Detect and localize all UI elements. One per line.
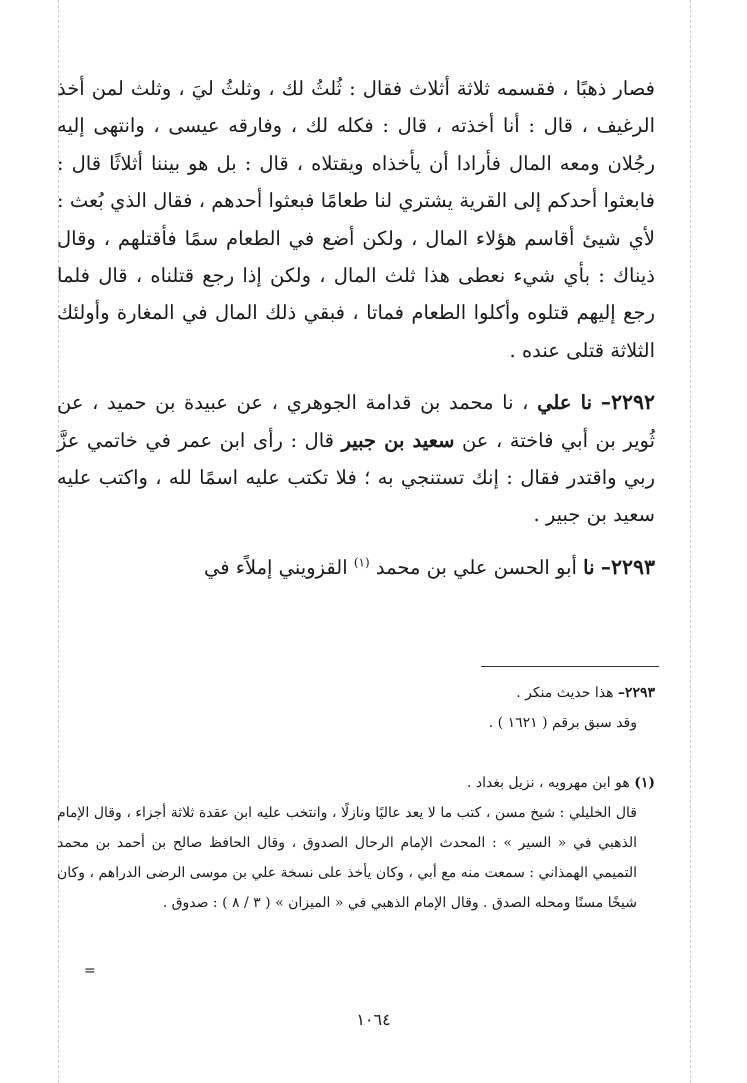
continuation-mark: = <box>84 963 96 979</box>
footnote-text: شيخًا مسنًا ومحله الصدق . وقال الإمام الذهبي في « الميزان » ( ٣ / ٨ ) : <box>212 895 637 911</box>
text-line: حميد ، عن ثُوير بن أبي فاختة ، عن <box>57 391 656 452</box>
main-text <box>57 70 655 586</box>
footnote-number: (١) <box>634 775 655 791</box>
text-line: عيسى ، وانتهى إليه رجُلان ومعه المال فأرادا أن يأخذاه ويقتلاه ، قال : <box>57 114 655 175</box>
hadith-number: ٢٢٩٢– <box>600 390 655 415</box>
hadith-2292 <box>57 384 655 534</box>
text-line: قال : رأى ابن <box>219 428 334 452</box>
narrator-first: نا علي <box>537 391 593 415</box>
text-line: فصار ذهبًا ، فقسمه ثلاثة أثلاث فقال : ثُلثُ لك ، وثلثُ ليَ ، <box>178 77 655 100</box>
text-line: وأكلوا الطعام فماتا ، فبقي ذلك المال في المغارة وأولئك الثلاثة قتلى <box>57 301 655 362</box>
hadith-2293 <box>57 549 655 586</box>
footnote-marker[interactable]: (١) <box>353 555 370 570</box>
footnote-text: الصدوق ، وقال الحافظ صالح بن أحمد بن محمد التميمي الهمذاني : سمعت <box>57 835 637 881</box>
text-line: عمر في خاتمي عزَّ ربي واقتدر فقال : إنك تستنجي به ؛ فلا تكتب <box>57 428 656 490</box>
text-line: ولكن أضع في الطعام سمًا فأقتلهم ، وقال ذيناك : بأي شيء نعطى <box>57 226 655 288</box>
footnote-text: صدوق . <box>162 895 209 911</box>
text-line: بل هو بيننا أثلاثًا قال : فابعثوا أحدكم إلى القرية يشتري لنا طعامًا <box>57 151 655 213</box>
footnote-text: قال الخليلي : شيخ مسن ، كتب ما لا يعد عاليًا ونازلًا ، وانتخب عليه ابن <box>233 805 637 821</box>
note-line: وقد سبق برقم ( ١٦٢١ ) . <box>488 715 637 731</box>
hadith-note <box>57 678 655 738</box>
hadith-number: ٢٢٩٣– <box>600 554 655 579</box>
text-line: ، نا محمد بن قدامة الجوهري ، عن عبيدة بن <box>155 391 529 415</box>
page-number: ١٠٦٤ <box>356 1010 391 1029</box>
text-line: عليه اسمًا لله ، واكتب عليه سعيد بن جبير . <box>57 466 655 527</box>
text-line: عنده . <box>509 338 560 362</box>
footnote-body <box>57 798 655 918</box>
footnote-text: منه مع أبي ، وكان يأخذ على نسخة علي بن موسى الرضى الدراهم ، وكان <box>57 865 480 881</box>
text-line: وثلث لمن أخذ الرغيف ، قال : أنا أخذته ، قال : فكله لك ، وفارقه <box>57 77 655 138</box>
paragraph-story <box>57 70 655 369</box>
scan-fold-line-right <box>690 0 691 1083</box>
note-text: هذا حديث منكر . <box>516 685 614 701</box>
narrator-first: نا <box>583 555 595 579</box>
text-line: أبو الحسن علي بن محمد <box>375 555 577 579</box>
text-line: هذا ثلث المال ، ولكن إذا رجع قتلناه ، قال فلما رجع إليهم قتلوه <box>57 264 656 325</box>
note-number: ٢٢٩٣– <box>617 685 655 701</box>
text-line: القزويني إملاًء في <box>204 555 348 579</box>
text-line: فبعثوا أحدهم ، فقال الذي بُعث : لأي شيئ أقاسم هؤلاء المال ، <box>57 189 655 250</box>
footnote <box>57 768 655 918</box>
footnote-divider <box>481 666 659 667</box>
footnote-text: عقدة ثلاثة أجزاء ، وقال الإمام الذهبي في « السير » : المحدث الإمام الرحال <box>57 805 637 851</box>
footnote-line <box>57 768 655 798</box>
footnote-text: هو ابن مهرويه ، نزيل بغداد . <box>466 775 630 791</box>
narrator-highlight: سعيد بن جبير <box>341 428 455 452</box>
note-line <box>57 678 655 708</box>
